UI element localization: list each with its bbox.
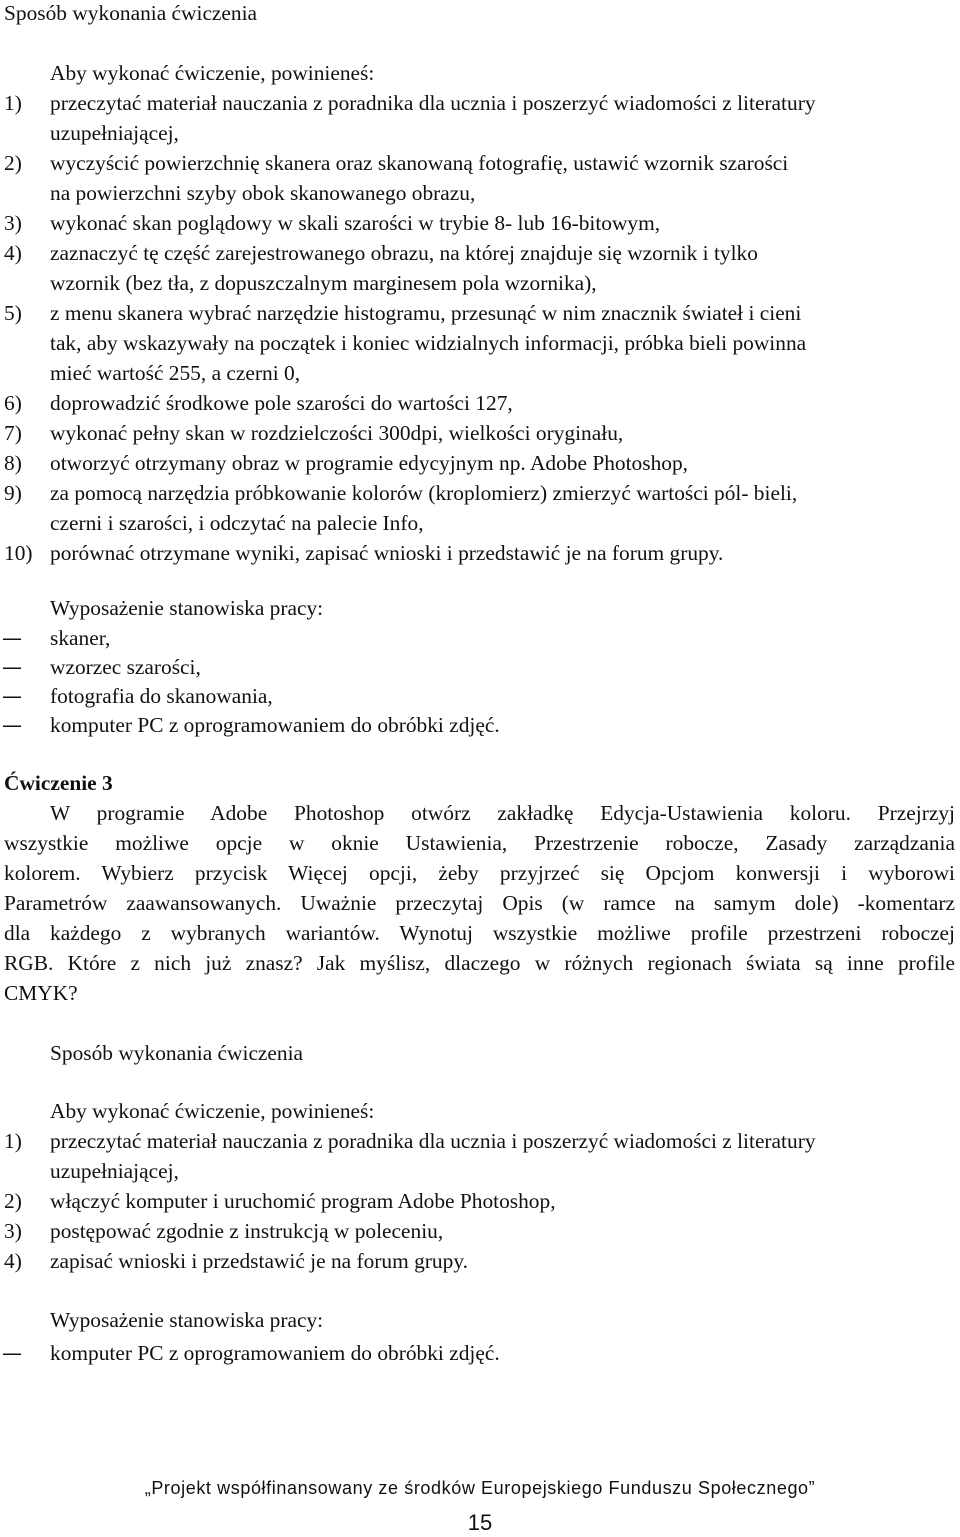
footer-project-text: „Projekt współfinansowany ze środków Europejskiego Funduszu Społecznego” [144, 1478, 816, 1498]
paragraph-line: Parametrów zaawansowanych. Uważnie przeczytaj Opis (w ramce na samym dole) -komentarz [4, 891, 955, 915]
page-number: 15 [467, 1510, 493, 1535]
list-item: 8) otworzyć otrzymany obraz w programie edycyjnym np. Adobe Photoshop, [4, 451, 689, 475]
list-item: 10) porównać otrzymane wyniki, zapisać wnioski i przedstawić je na forum grupy. [4, 541, 724, 565]
equipment-item: — komputer PC z oprogramowaniem do obróbki zdjęć. [0, 1338, 960, 1368]
list-item-continuation: wzornik (bez tła, z dopuszczalnym marginesem pola wzornika), [50, 271, 597, 295]
list-item: 1) przeczytać materiał nauczania z poradnika dla ucznia i poszerzyć wiadomości z literatury [4, 1129, 816, 1153]
list-item-continuation: tak, aby wskazywały na początek i koniec widzialnych informacji, próbka bieli powinna [50, 331, 807, 355]
section-intro: Aby wykonać ćwiczenie, powinieneś: [50, 61, 375, 85]
paragraph-line: RGB. Które z nich już znasz? Jak myślisz, dlaczego w różnych regionach świata są inne profile [4, 951, 955, 975]
list-item: 6) doprowadzić środkowe pole szarości do wartości 127, [4, 391, 513, 415]
list-item-continuation: mieć wartość 255, a czerni 0, [50, 361, 301, 385]
dash-bullet: — [2, 626, 22, 650]
list-item: 5) z menu skanera wybrać narzędzie histogramu, przesunąć w nim znacznik świateł i cieni [4, 301, 802, 325]
list-item: 9) za pomocą narzędzia próbkowanie kolorów (kroplomierz) zmierzyć wartości pól- bieli, [4, 481, 798, 505]
list-item: 2) wyczyścić powierzchnię skanera oraz skanowaną fotografię, ustawić wzornik szarości [4, 151, 789, 175]
paragraph-line: CMYK? [4, 981, 78, 1005]
list-item-continuation: na powierzchni szyby obok skanowanego obrazu, [50, 181, 476, 205]
paragraph-line: W programie Adobe Photoshop otwórz zakładkę Edycja-Ustawienia koloru. Przejrzyj [50, 801, 955, 825]
equipment-item: — wzorzec szarości, [0, 652, 960, 682]
section-intro: Aby wykonać ćwiczenie, powinieneś: [50, 1099, 375, 1123]
equipment-heading: Wyposażenie stanowiska pracy: [50, 1308, 324, 1332]
equipment-item: — komputer PC z oprogramowaniem do obróbki zdjęć. [0, 710, 960, 740]
equipment-item: — skaner, [0, 623, 960, 653]
list-item: 4) zapisać wnioski i przedstawić je na forum grupy. [4, 1249, 468, 1273]
equipment-item: — fotografia do skanowania, [0, 681, 960, 711]
paragraph-line: dla każdego z wybranych wariantów. Wynotuj wszystkie możliwe profile przestrzeni roboczej [4, 921, 955, 945]
list-item: 1) przeczytać materiał nauczania z poradnika dla ucznia i poszerzyć wiadomości z literatury [4, 91, 816, 115]
exercise-title: Ćwiczenie 3 [4, 771, 113, 795]
list-item-continuation: uzupełniającej, [50, 121, 179, 145]
list-item: 3) wykonać skan poglądowy w skali szarości w trybie 8- lub 16-bitowym, [4, 211, 661, 235]
list-item-continuation: czerni i szarości, i odczytać na palecie Info, [50, 511, 424, 535]
list-item: 7) wykonać pełny skan w rozdzielczości 300dpi, wielkości oryginału, [4, 421, 624, 445]
paragraph-line: kolorem. Wybierz przycisk Więcej opcji, żeby przyjrzeć się Opcjom konwersji i wyborowi [4, 861, 955, 885]
list-item-continuation: uzupełniającej, [50, 1159, 179, 1183]
list-item: 4) zaznaczyć tę część zarejestrowanego obrazu, na której znajduje się wzornik i tylko [4, 241, 758, 265]
dash-bullet: — [2, 684, 22, 708]
dash-bullet: — [2, 1341, 22, 1365]
section-heading: Sposób wykonania ćwiczenia [4, 1, 258, 25]
equipment-heading: Wyposażenie stanowiska pracy: [50, 596, 324, 620]
paragraph-line: wszystkie możliwe opcje w oknie Ustawienia, Przestrzenie robocze, Zasady zarządzania [4, 831, 955, 855]
dash-bullet: — [2, 713, 22, 737]
list-item: 2) włączyć komputer i uruchomić program Adobe Photoshop, [4, 1189, 556, 1213]
dash-bullet: — [2, 655, 22, 679]
list-item: 3) postępować zgodnie z instrukcją w poleceniu, [4, 1219, 444, 1243]
section-heading: Sposób wykonania ćwiczenia [50, 1041, 304, 1065]
